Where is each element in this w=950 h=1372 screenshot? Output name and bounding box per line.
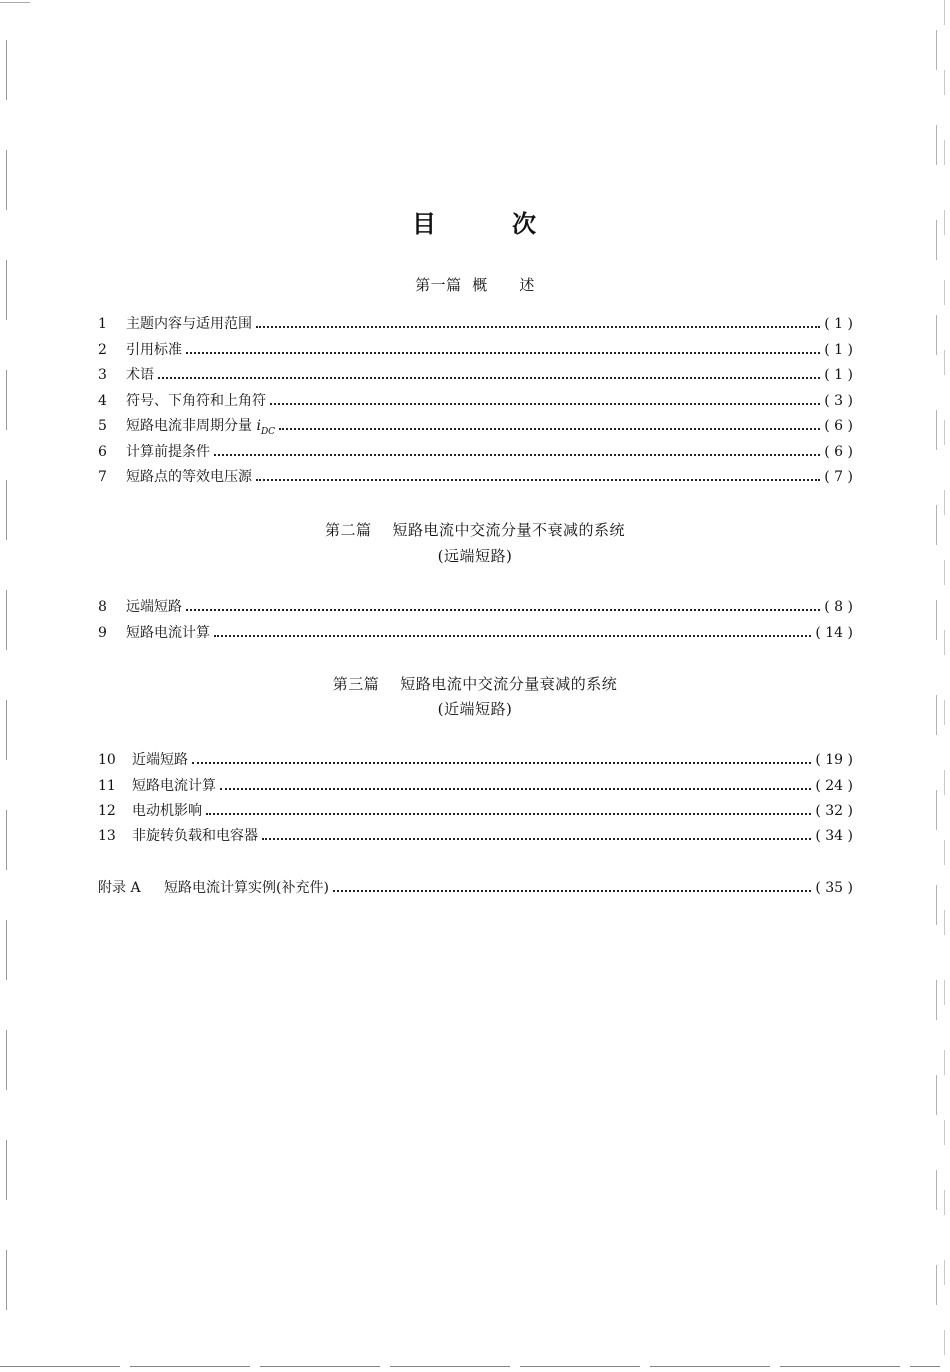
toc-row-10[interactable] [98, 749, 853, 769]
toc-leader-dots [333, 889, 811, 892]
toc-leader-dots [186, 608, 820, 611]
part-1-heading: 第一篇 概 述 [415, 276, 535, 294]
toc-number: 5 [98, 418, 107, 434]
toc-row-5[interactable] [98, 415, 853, 435]
toc-row-12[interactable] [98, 800, 853, 820]
toc-number: 13 [98, 828, 116, 844]
toc-label: 术语 [126, 367, 154, 383]
toc-label: 引用标准 [126, 342, 182, 358]
toc-number: 1 [98, 316, 107, 332]
toc-page-number: ( 6 ) [824, 418, 853, 434]
toc-leader-dots [186, 351, 820, 354]
toc-leader-dots [270, 402, 820, 405]
toc-label: 短路电流计算实例(补充件) [164, 880, 329, 896]
toc-leader-dots [279, 427, 820, 430]
toc-number: 6 [98, 444, 107, 460]
toc-page-number: ( 1 ) [824, 316, 853, 332]
toc-number: 8 [98, 599, 107, 615]
toc-row-8[interactable] [98, 596, 853, 616]
scan-edge-bottom [0, 1366, 940, 1367]
page-title [0, 204, 950, 238]
toc-row-9[interactable] [98, 622, 853, 642]
toc-leader-dots [214, 634, 811, 637]
toc-leader-dots [158, 376, 820, 379]
toc-page-number: ( 7 ) [824, 469, 853, 485]
toc-page-number: ( 14 ) [815, 625, 853, 641]
toc-page-number: ( 32 ) [815, 803, 853, 819]
toc-row-13[interactable] [98, 825, 853, 845]
toc-label-subscript: DC [260, 426, 276, 437]
toc-label: 计算前提条件 [126, 444, 210, 460]
toc-number: 12 [98, 803, 116, 819]
toc-page-number: ( 3 ) [824, 393, 853, 409]
toc-label-text: 短路电流非周期分量 [126, 418, 257, 434]
toc-page-number: ( 6 ) [824, 444, 853, 460]
page-title-char-2: 次 [512, 210, 536, 238]
toc-row-appendix-a[interactable] [98, 877, 853, 897]
toc-number: 9 [98, 625, 107, 641]
toc-leader-dots [256, 325, 820, 328]
toc-page-number: ( 1 ) [824, 367, 853, 383]
toc-label: 短路电流计算 [132, 778, 216, 794]
toc-label: 远端短路 [126, 599, 182, 615]
toc-row-6[interactable] [98, 441, 853, 461]
page-title-char-1: 目 [412, 210, 436, 238]
toc-row-1[interactable] [98, 313, 853, 333]
toc-number: 附录 A [98, 880, 141, 896]
toc-label: 电动机影响 [132, 803, 202, 819]
toc-label: 主题内容与适用范围 [126, 316, 252, 332]
toc-leader-dots [262, 837, 811, 840]
toc-row-3[interactable] [98, 364, 853, 384]
toc-number: 4 [98, 393, 107, 409]
part-3-heading: 第三篇 短路电流中交流分量衰减的系统 [332, 675, 618, 693]
toc-row-7[interactable] [98, 466, 853, 486]
toc-page-number: ( 35 ) [815, 880, 853, 896]
toc-number: 3 [98, 367, 107, 383]
toc-row-2[interactable] [98, 339, 853, 359]
toc-label: 短路点的等效电压源 [126, 469, 252, 485]
toc-number: 2 [98, 342, 107, 358]
toc-number: 11 [98, 778, 116, 794]
toc-label: 近端短路 [132, 752, 188, 768]
toc-page-number: ( 34 ) [815, 828, 853, 844]
toc-leader-dots [214, 453, 820, 456]
toc-label [126, 415, 275, 437]
part-2-subheading: (远端短路) [437, 547, 513, 565]
toc-leader-dots [220, 787, 811, 790]
scan-edge-top [0, 2, 30, 3]
toc-label-variable: i [256, 418, 261, 434]
toc-page-number: ( 8 ) [824, 599, 853, 615]
toc-label: 短路电流计算 [126, 625, 210, 641]
toc-row-11[interactable] [98, 775, 853, 795]
toc-page-number: ( 19 ) [815, 752, 853, 768]
toc-row-4[interactable] [98, 390, 853, 410]
toc-label: 非旋转负载和电容器 [132, 828, 258, 844]
toc-label: 符号、下角符和上角符 [126, 393, 266, 409]
toc-number: 10 [98, 752, 116, 768]
toc-number: 7 [98, 469, 107, 485]
toc-leader-dots [206, 812, 811, 815]
toc-page-number: ( 24 ) [815, 778, 853, 794]
toc-leader-dots [192, 761, 811, 764]
toc-page-number: ( 1 ) [824, 342, 853, 358]
part-3-subheading: (近端短路) [437, 700, 513, 718]
part-2-heading: 第二篇 短路电流中交流分量不衰减的系统 [324, 521, 626, 539]
toc-leader-dots [256, 478, 820, 481]
